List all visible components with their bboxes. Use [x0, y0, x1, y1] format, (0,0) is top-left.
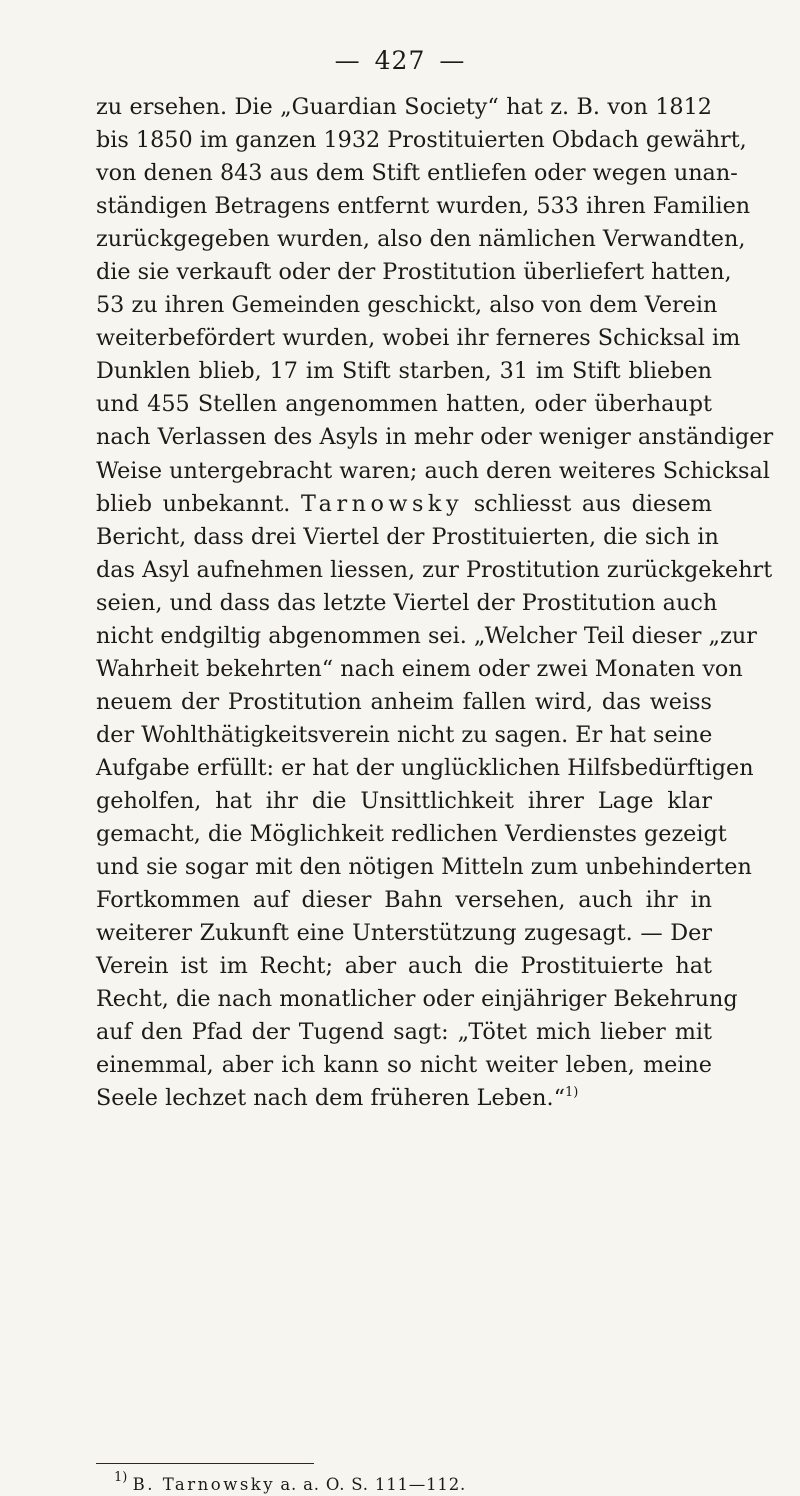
text-line: die sie verkauft oder der Prostitution überliefert hatten, [96, 259, 732, 286]
text-line: bis 1850 im ganzen 1932 Prostituierten Obdach gewährt, [96, 127, 747, 154]
text-line: Verein ist im Recht; aber auch die Prostituierte hat [96, 953, 712, 980]
text-line: ständigen Betragens entfernt wurden, 533 ihren Familien [96, 193, 751, 220]
text-segment: blieb unbekannt. [96, 490, 291, 517]
text-line: das Asyl aufnehmen liessen, zur Prostitution zurückgekehrt [96, 556, 773, 583]
page-header [0, 46, 800, 75]
page-number: 427 [374, 46, 426, 75]
footnote-marker: 1) [114, 1470, 128, 1485]
text-line: von denen 843 aus dem Stift entliefen oder wegen unan- [96, 160, 738, 187]
text-segment: schliesst aus diesem [473, 490, 713, 517]
text-line: der Wohlthätigkeitsverein nicht zu sagen. Er hat seine [96, 721, 713, 748]
text-line-with-author [96, 488, 712, 521]
text-line: weiterer Zukunft eine Unterstützung zugesagt. — Der [96, 920, 712, 947]
text-line: nicht endgiltig abgenommen sei. „Welcher Teil dieser „zur [96, 622, 757, 649]
text-line: zu ersehen. Die „Guardian Society“ hat z. B. von 1812 [96, 94, 712, 120]
body-text [96, 91, 774, 1115]
text-line: auf den Pfad der Tugend sagt: „Tötet mich lieber mit [96, 1019, 712, 1046]
footnote-reference: 1) [564, 1085, 579, 1101]
text-line: Recht, die nach monatlicher oder einjähriger Bekehrung [96, 986, 738, 1013]
text-line: gemacht, die Möglichkeit redlichen Verdienstes gezeigt [96, 821, 727, 848]
footnote-divider [96, 1463, 314, 1464]
text-line: und 455 Stellen angenommen hatten, oder überhaupt [96, 391, 712, 418]
text-line: Dunklen blieb, 17 im Stift starben, 31 im Stift blieben [96, 358, 712, 385]
text-line: und sie sogar mit den nötigen Mitteln zum unbehinderten [96, 854, 752, 881]
footnote [114, 1470, 467, 1496]
text-line: geholfen, hat ihr die Unsittlichkeit ihrer Lage klar [96, 787, 712, 814]
text-line-final [96, 1082, 712, 1115]
header-dash-right: — [439, 46, 466, 75]
text-line: neuem der Prostitution anheim fallen wird, das weiss [96, 688, 712, 715]
author-name-spaced: Tarnowsky [301, 490, 464, 517]
text-line: weiterbefördert wurden, wobei ihr ferneres Schicksal im [96, 325, 741, 352]
text-line: Wahrheit bekehrten“ nach einem oder zwei Monaten von [96, 655, 743, 682]
text-line: nach Verlassen des Asyls in mehr oder weniger anständiger [96, 424, 774, 451]
text-line: Aufgabe erfüllt: er hat der unglücklichen Hilfsbedürftigen [96, 754, 754, 781]
text-line: Weise untergebracht waren; auch deren weiteres Schicksal [96, 457, 770, 484]
text-line: seien, und dass das letzte Viertel der Prostitution auch [96, 589, 718, 616]
header-dash-left: — [334, 46, 361, 75]
text-segment: Seele lechzet nach dem früheren Leben.“ [96, 1085, 565, 1112]
text-line: zurückgegeben wurden, also den nämlichen Verwandten, [96, 226, 746, 253]
text-line: 53 zu ihren Gemeinden geschickt, also von dem Verein [96, 292, 718, 319]
footnote-author: B. Tarnowsky [132, 1475, 276, 1494]
text-line: Bericht, dass drei Viertel der Prostituierten, die sich in [96, 523, 719, 550]
text-line: einemmal, aber ich kann so nicht weiter leben, meine [96, 1052, 712, 1079]
footnote-reference-details: a. a. O. S. 111—112. [280, 1475, 467, 1494]
text-line: Fortkommen auf dieser Bahn versehen, auch ihr in [96, 887, 712, 914]
